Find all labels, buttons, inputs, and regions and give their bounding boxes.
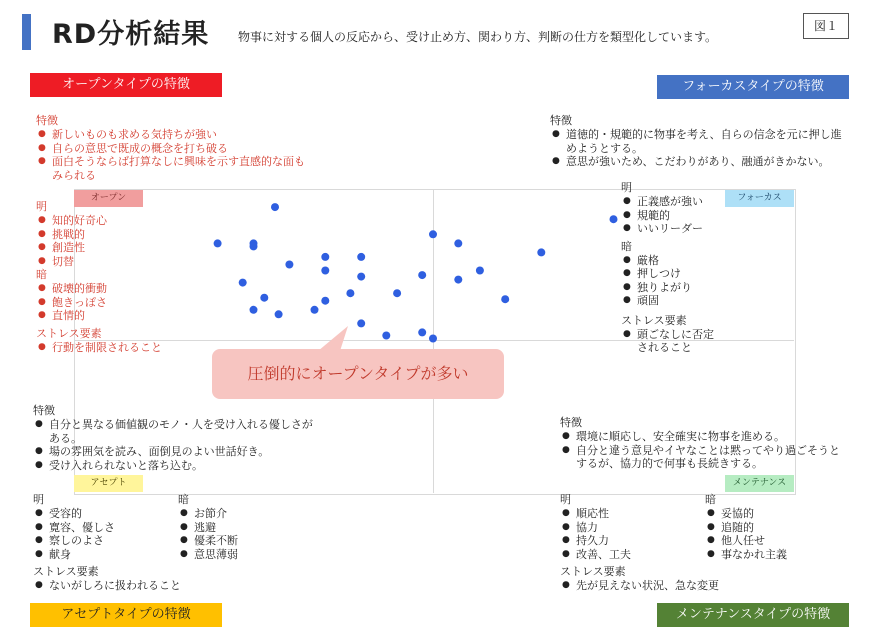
list-item: ● 順応性: [560, 507, 690, 521]
callout-box: 圧倒的にオープンタイプが多い: [212, 349, 504, 399]
accept-stress: [33, 565, 233, 593]
page-subtitle: 物事に対する個人の反応から、受け止め方、関わり方、判断の仕方を類型化しています。: [238, 30, 718, 44]
list-item: ● 規範的: [621, 209, 721, 223]
list-item: ● 他人任せ: [705, 534, 845, 548]
list-item: ● 頭ごなしに否定されること: [621, 328, 717, 355]
accept-features: [33, 404, 313, 472]
scatter-point-2: [214, 239, 222, 247]
accept-stress-heading: ストレス要素: [33, 565, 99, 578]
maintenance-type-banner: メンテナンスタイプの特徴: [657, 603, 849, 627]
focus-stress-heading: ストレス要素: [621, 313, 687, 327]
scatter-point-8: [239, 279, 247, 287]
open-type-banner: オープンタイプの特徴: [30, 73, 222, 97]
accept-type-banner: アセプトタイプの特徴: [30, 603, 222, 627]
list-item: ● 妥協的: [705, 507, 845, 521]
scatter-point-29: [501, 295, 509, 303]
accept-bright: [33, 493, 163, 561]
list-item: ● 意思が強いため、こだわりがあり、融通がきかない。: [550, 155, 850, 169]
scatter-point-10: [250, 306, 258, 314]
scatter-point-22: [537, 248, 545, 256]
scatter-point-4: [250, 242, 258, 250]
open-dark-heading: 暗: [36, 268, 47, 281]
list-item: ● 頑固: [621, 294, 721, 308]
accept-features-heading: 特徴: [33, 404, 55, 417]
list-item: ● お節介: [178, 507, 308, 521]
scatter-point-11: [275, 310, 283, 318]
list-item: ● 追随的: [705, 521, 845, 535]
list-item: ● 厳格: [621, 254, 721, 268]
quadrant-label-accept: アセプト: [74, 475, 143, 492]
accept-dark: [178, 493, 308, 561]
list-item: ● 自分と異なる価値観のモノ・人を受け入れる優しさがある。: [33, 418, 313, 445]
list-item: ● 受け入れられないと落ち込む。: [33, 459, 313, 473]
list-item: ● 逃避: [178, 521, 308, 535]
scatter-point-28: [610, 215, 618, 223]
list-item: ● 面白そうならば打算なしに興味を示す直感的な面もみられる: [36, 155, 307, 182]
scatter-point-21: [454, 239, 462, 247]
list-item: ● 先が見えない状況、急な変更: [560, 579, 780, 593]
open-traits: [36, 200, 176, 354]
focus-features-heading: 特徴: [550, 114, 572, 127]
maintenance-dark-heading: 暗: [705, 493, 716, 506]
scatter-point-19: [357, 273, 365, 281]
open-features-heading: 特徴: [36, 114, 58, 127]
page-title: RD分析結果: [52, 19, 210, 50]
scatter-point-5: [321, 253, 329, 261]
list-item: ● 独りよがり: [621, 281, 721, 295]
list-item: ● 押しつけ: [621, 267, 721, 281]
scatter-point-16: [357, 319, 365, 327]
list-item: ● 自分と違う意見やイヤなことは黙ってやり過ごそうとするが、協力的で何事も長続きする。: [560, 444, 850, 471]
focus-features: [550, 114, 850, 169]
quadrant-label-focus: フォーカス: [725, 190, 794, 207]
scatter-point-1: [271, 203, 279, 211]
scatter-point-14: [346, 289, 354, 297]
scatter-point-7: [321, 267, 329, 275]
list-item: ● 行動を制限されること: [36, 341, 176, 355]
list-item: ● ないがしろに扱われること: [33, 579, 233, 593]
accept-dark-heading: 暗: [178, 493, 189, 506]
scatter-point-13: [321, 297, 329, 305]
maintenance-bright-heading: 明: [560, 493, 571, 506]
list-item: ● 献身: [33, 548, 163, 562]
list-item: ● 直情的: [36, 309, 176, 323]
open-features: [36, 114, 326, 182]
quadrant-label-maintenance: メンテナンス: [725, 475, 794, 492]
callout-pointer: [318, 326, 348, 351]
list-item: ● 察しのよさ: [33, 534, 163, 548]
accept-bright-heading: 明: [33, 493, 44, 506]
maintenance-dark: [705, 493, 845, 561]
maintenance-features-heading: 特徴: [560, 416, 582, 429]
figure-label: 図１: [803, 13, 849, 39]
list-item: ● 正義感が強い: [621, 195, 721, 209]
list-item: ● 意思薄弱: [178, 548, 308, 562]
scatter-point-12: [311, 306, 319, 314]
scatter-point-18: [418, 328, 426, 336]
quadrant-label-open: オープン: [74, 190, 143, 207]
scatter-point-23: [454, 276, 462, 284]
list-item: ● 切替: [36, 255, 176, 269]
focus-type-banner: フォーカスタイプの特徴: [657, 75, 849, 99]
maintenance-bright: [560, 493, 690, 561]
open-stress-heading: ストレス要素: [36, 326, 102, 340]
maintenance-features: [560, 416, 850, 471]
list-item: ● 自らの意思で既成の概念を打ち破る: [36, 142, 326, 156]
list-item: ● 受容的: [33, 507, 163, 521]
scatter-point-9: [260, 294, 268, 302]
scatter-point-27: [429, 230, 437, 238]
scatter-point-24: [476, 267, 484, 275]
list-item: ● 道徳的・規範的に物事を考え、自らの信念を元に押し進めようとする。: [550, 128, 850, 155]
scatter-point-15: [393, 289, 401, 297]
focus-traits: [621, 181, 721, 355]
maintenance-stress-heading: ストレス要素: [560, 565, 626, 578]
list-item: ● 持久力: [560, 534, 690, 548]
list-item: ● いいリーダー: [621, 222, 721, 236]
scatter-point-26: [357, 253, 365, 261]
scatter-points: [214, 203, 618, 342]
open-bright-heading: 明: [36, 200, 47, 213]
list-item: ● 協力: [560, 521, 690, 535]
list-item: ● 優柔不断: [178, 534, 308, 548]
list-item: ● 破壊的衝動: [36, 282, 176, 296]
scatter-point-25: [429, 335, 437, 343]
scatter-point-6: [285, 261, 293, 269]
focus-dark-heading: 暗: [621, 239, 632, 253]
list-item: ● 創造性: [36, 241, 176, 255]
list-item: ● 新しいものも求める気持ちが強い: [36, 128, 326, 142]
list-item: ● 環境に順応し、安全確実に物事を進める。: [560, 430, 850, 444]
focus-bright-heading: 明: [621, 181, 632, 194]
list-item: ● 事なかれ主義: [705, 548, 845, 562]
scatter-point-20: [418, 271, 426, 279]
maintenance-stress: [560, 565, 780, 593]
list-item: ● 改善、工夫: [560, 548, 690, 562]
list-item: ● 寛容、優しさ: [33, 521, 163, 535]
list-item: ● 場の雰囲気を読み、面倒見のよい世話好き。: [33, 445, 313, 459]
list-item: ● 挑戦的: [36, 228, 176, 242]
list-item: ● 知的好奇心: [36, 214, 176, 228]
scatter-point-17: [382, 332, 390, 340]
list-item: ● 飽きっぽさ: [36, 296, 176, 310]
